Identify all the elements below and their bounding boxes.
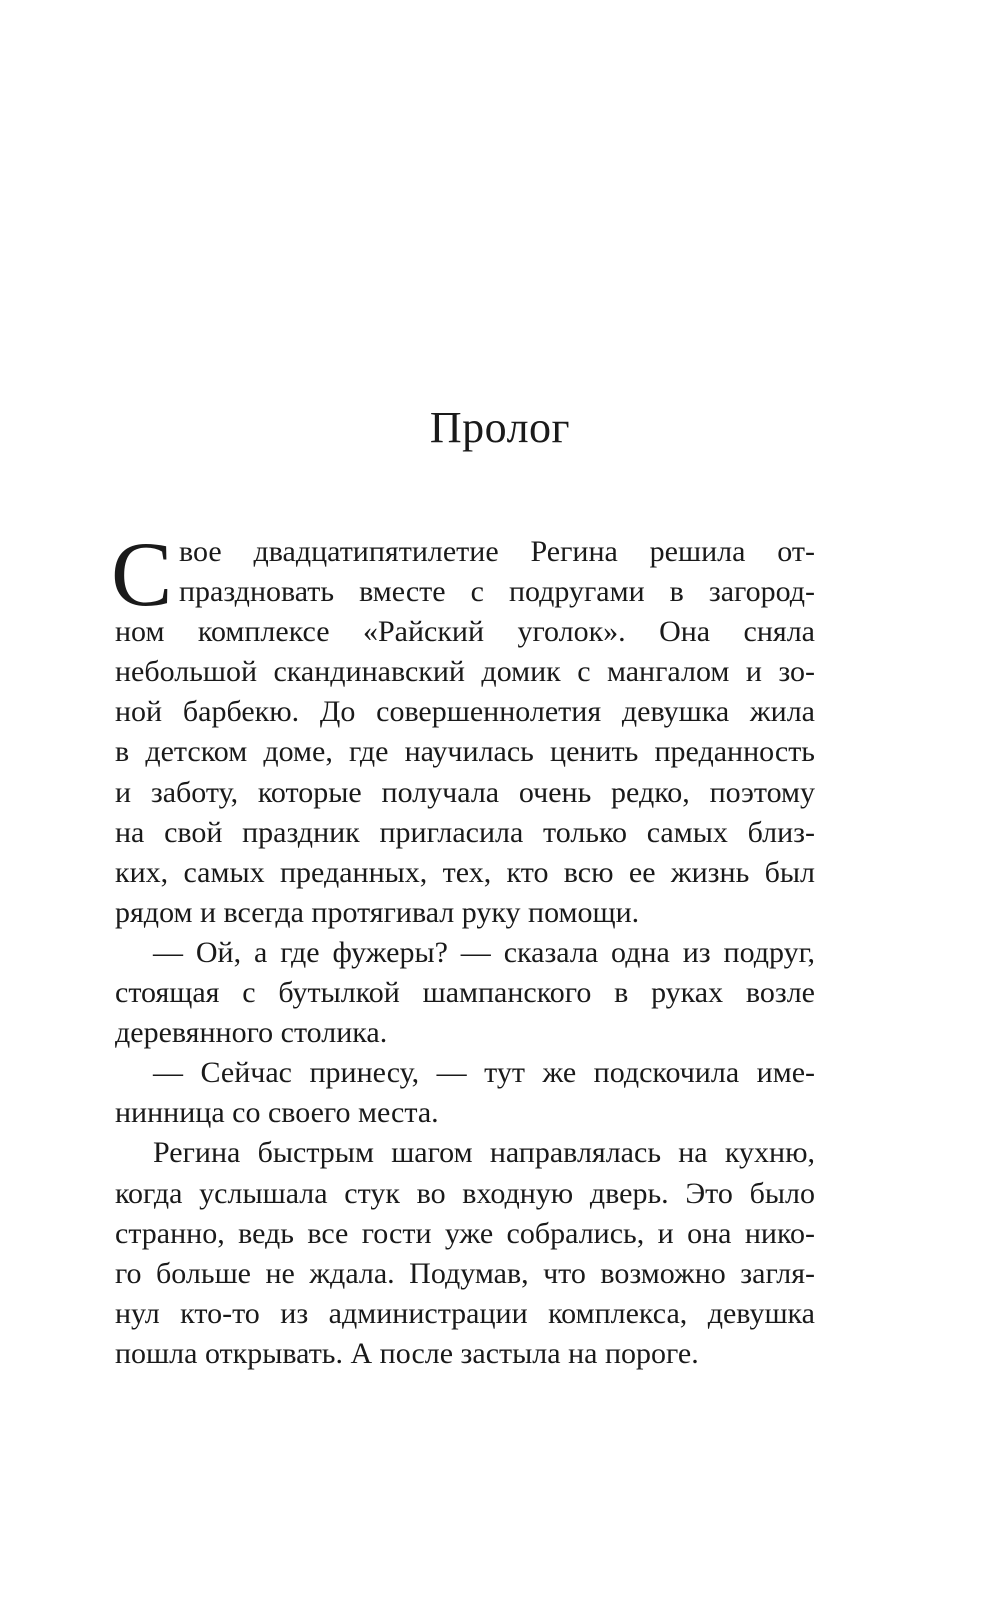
- text-line: ном комплексе «Райский уголок». Она сняла: [115, 615, 815, 649]
- text-line: когда услышала стук во входную дверь. Это было: [115, 1176, 815, 1210]
- text-line: небольшой скандинавский домик с мангалом и зо-: [115, 655, 815, 689]
- text-line: странно, ведь все гости уже собрались, и она нико-: [115, 1216, 815, 1250]
- text-line: пошла открывать. А после застыла на пороге.: [115, 1336, 699, 1370]
- text-line: ной барбекю. До совершеннолетия девушка жила: [115, 695, 815, 729]
- dialogue-line: — Сейчас принесу, — тут же подскочила име-: [153, 1056, 815, 1090]
- text-line: ких, самых преданных, тех, кто всю ее жизнь был: [115, 855, 815, 889]
- text-line: нинница со своего места.: [115, 1096, 439, 1130]
- text-line: в детском доме, где научилась ценить преданность: [115, 735, 815, 769]
- text-line: и заботу, которые получала очень редко, поэтому: [115, 775, 815, 809]
- text-line: на свой праздник пригласила только самых близ-: [115, 815, 815, 849]
- chapter-body: [111, 523, 815, 1374]
- text-line: го больше не ждала. Подумав, что возможно загля-: [115, 1256, 815, 1290]
- text-line: стоящая с бутылкой шампанского в руках возле: [115, 976, 815, 1010]
- text-line: нул кто-то из администрации комплекса, девушка: [115, 1296, 815, 1330]
- text-line: рядом и всегда протягивал руку помощи.: [115, 895, 640, 929]
- text-line: деревянного столика.: [115, 1016, 388, 1050]
- paragraph-start-line: Регина быстрым шагом направлялась на кухню,: [153, 1136, 815, 1170]
- drop-cap: С: [111, 523, 173, 625]
- text-line: вое двадцатипятилетие Регина решила от-: [179, 535, 815, 568]
- text-line: праздновать вместе с подругами в загород-: [179, 575, 815, 609]
- chapter-title: Пролог: [429, 403, 571, 452]
- dialogue-line: — Ой, а где фужеры? — сказала одна из подруг,: [153, 935, 815, 969]
